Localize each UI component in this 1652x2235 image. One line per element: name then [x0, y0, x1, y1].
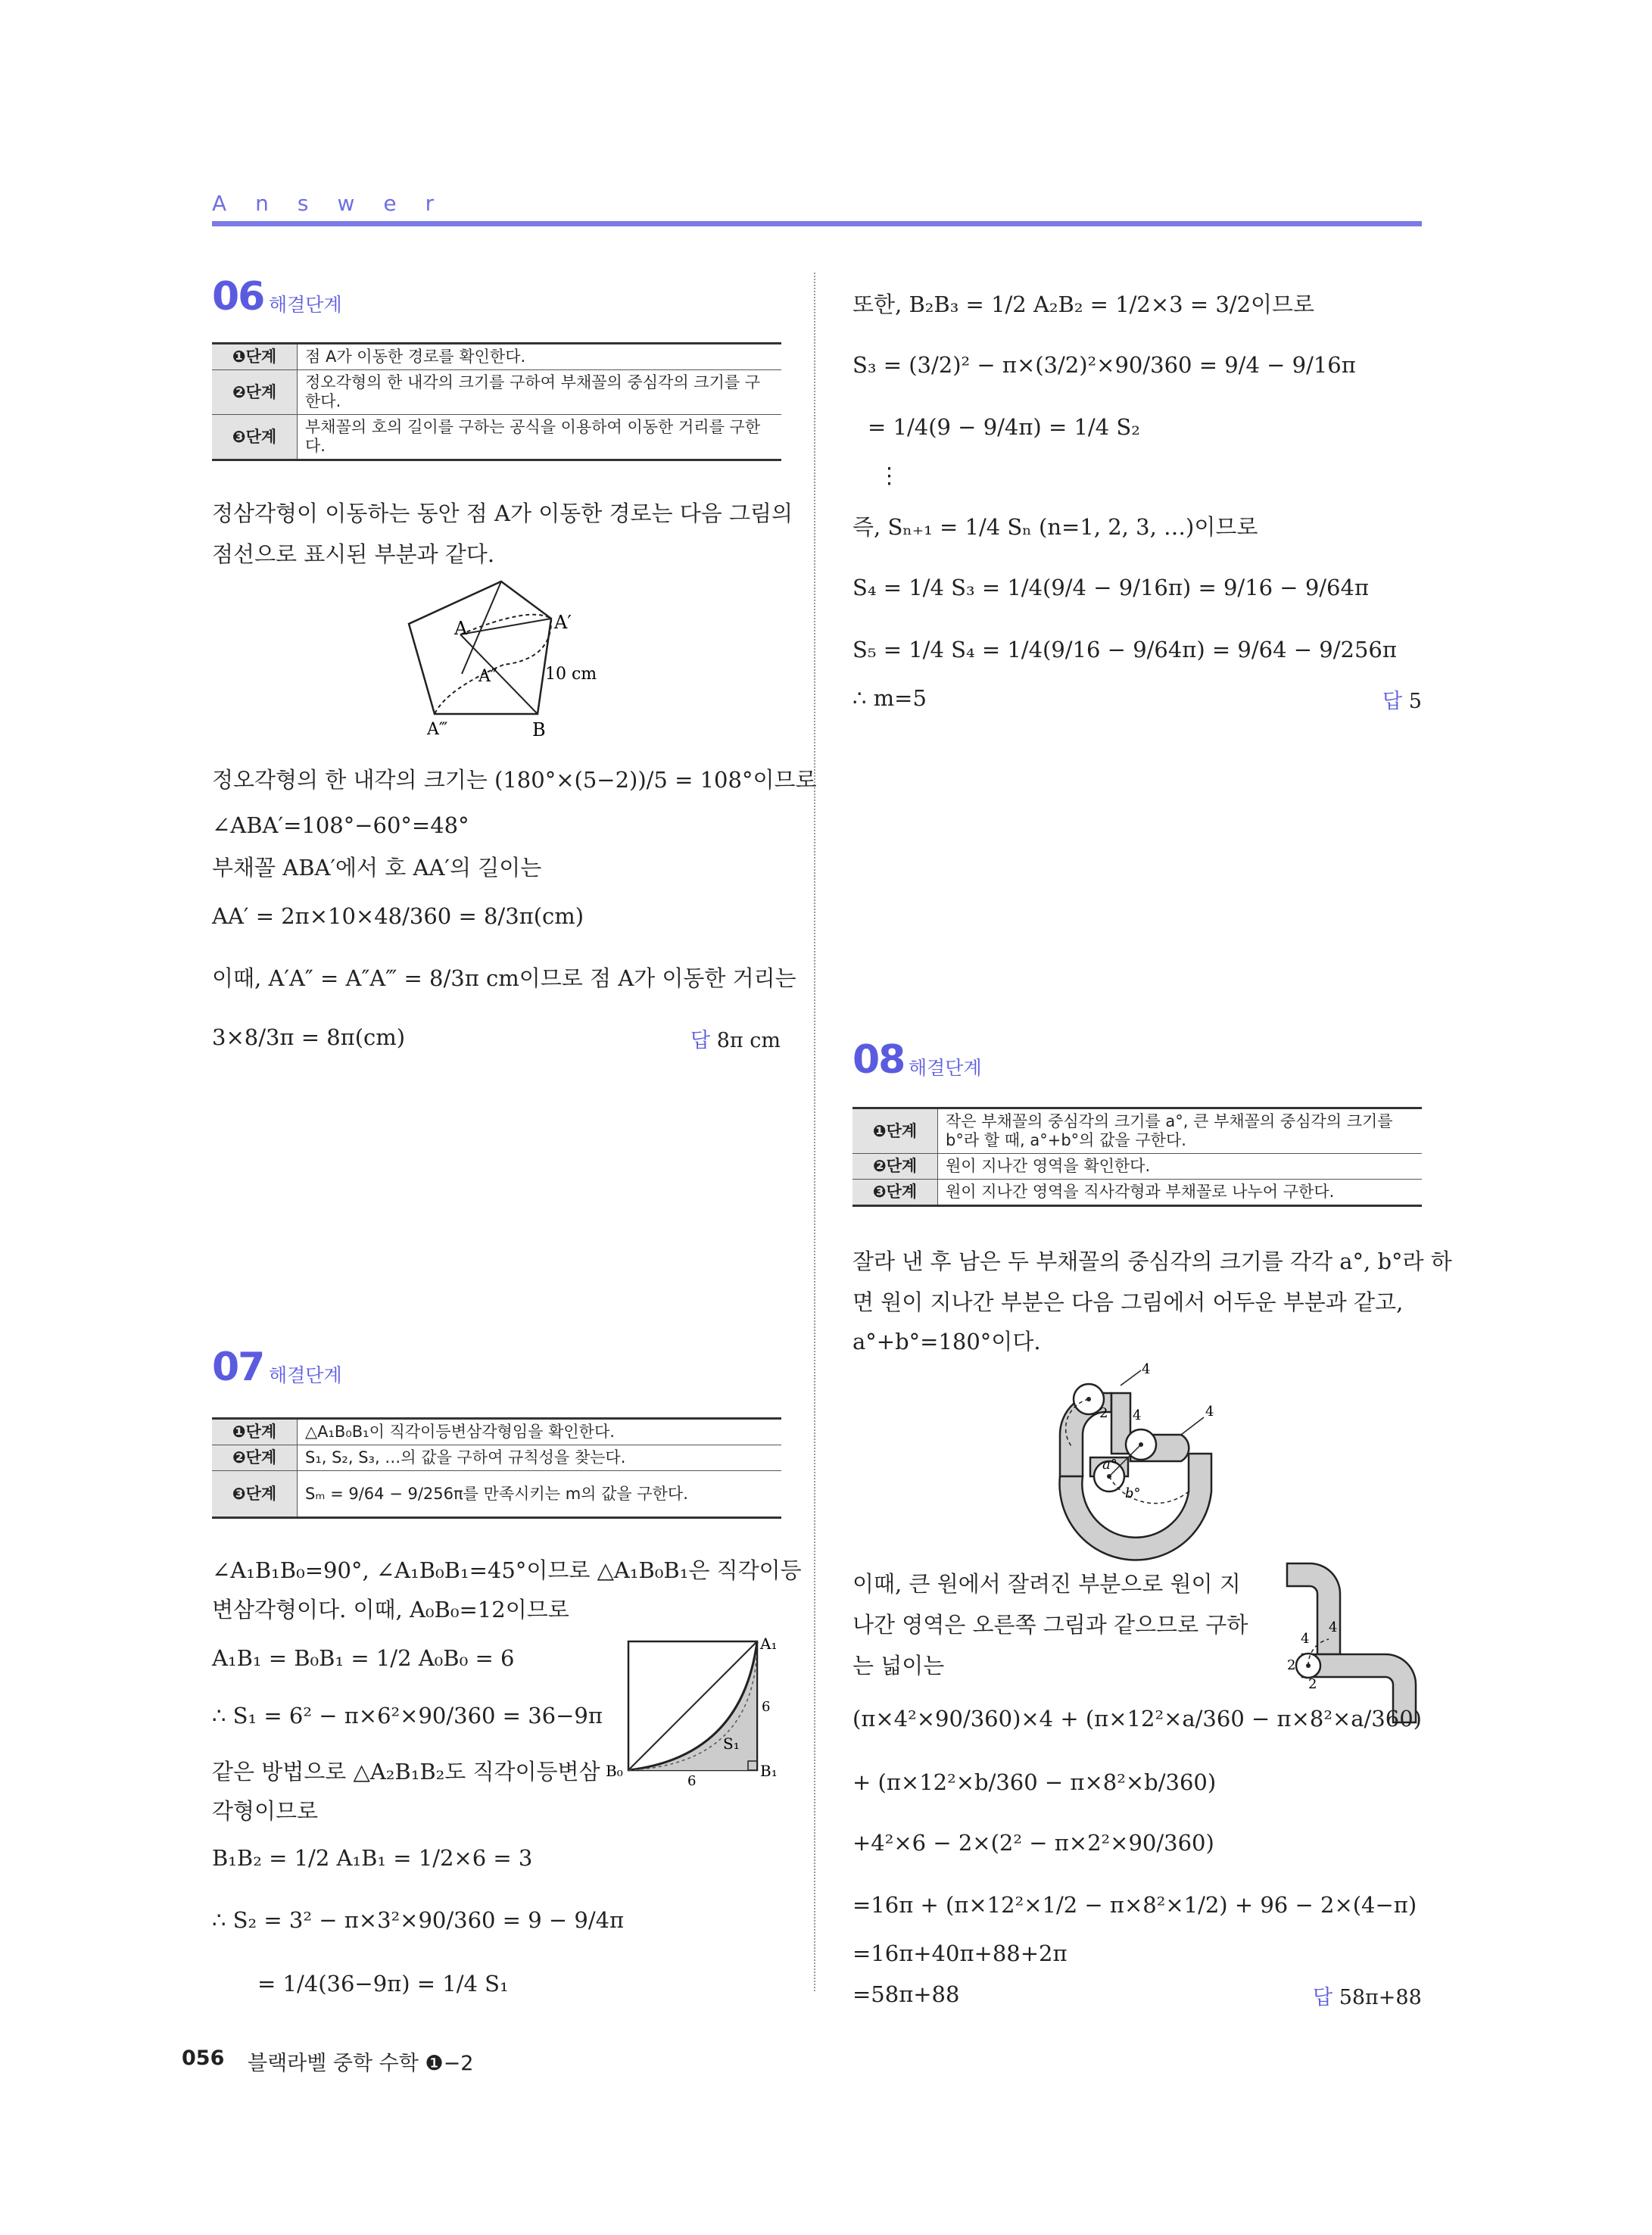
- s08-intro-2: 면 원이 지나간 부분은 다음 그림에서 어두운 부분과 같고,: [852, 1289, 1404, 1315]
- step-row: ❷단계 원이 지나간 영역을 확인한다.: [852, 1154, 1422, 1180]
- section-06-tag: 해결단계: [269, 294, 342, 316]
- s07-cont-1: 또한, B₂B₃ = 1/2 A₂B₂ = 1/2×3 = 3/2이므로: [852, 291, 1315, 317]
- s06-line-5: 이때, A′A″ = A″A‴ = 8/3π cm이므로 점 A가 이동한 거리는: [212, 965, 796, 991]
- section-08-steps-table: [852, 1107, 1422, 1207]
- label-a-double: A″: [478, 667, 497, 686]
- book-title: 블랙라벨 중학 수학 ❶−2: [248, 2052, 474, 2075]
- label-2-b: 2: [1308, 1676, 1317, 1692]
- label-b1: B₁: [760, 1762, 778, 1780]
- s08-line-2: + (π×12²×b/360 − π×8²×b/360): [852, 1769, 1217, 1795]
- section-07-steps-table: [212, 1417, 781, 1519]
- section-08-tag: 해결단계: [909, 1057, 982, 1079]
- answer-label: 답: [1313, 1986, 1333, 2009]
- header-title: Answer: [212, 191, 463, 216]
- label-b0: B₀: [606, 1762, 623, 1780]
- s07-cont-8: ∴ m=5: [852, 685, 927, 711]
- step-row: ❶단계 작은 부채꼴의 중심각의 크기를 a°, 큰 부채꼴의 중심각의 크기를 b°라 할 때, a°+b°의 값을 구한다.: [852, 1108, 1422, 1154]
- label-4-top: 4: [1142, 1363, 1151, 1377]
- s08-text-1: 이때, 큰 원에서 잘려진 부분으로 원이 지: [852, 1571, 1241, 1597]
- label-b-deg: b°: [1125, 1485, 1141, 1501]
- s07-cont-5: 즉, Sₙ₊₁ = 1/4 Sₙ (n=1, 2, 3, …)이므로: [852, 514, 1258, 540]
- label-length: 10 cm: [545, 665, 597, 684]
- label-b: B: [532, 719, 546, 740]
- s08-intro-3: a°+b°=180°이다.: [852, 1329, 1041, 1354]
- s07-cont-7: S₅ = 1/4 S₄ = 1/4(9/16 − 9/64π) = 9/64 − 9/256π: [852, 637, 1397, 662]
- s08-line-5: =16π+40π+88+2π: [852, 1940, 1068, 1966]
- section-06-steps-table: [212, 342, 781, 461]
- answer-value: 8π cm: [716, 1029, 781, 1052]
- step-row: ❶단계 △A₁B₀B₁이 직각이등변삼각형임을 확인한다.: [212, 1419, 781, 1445]
- s07-cont-3: = 1/4(9 − 9/4π) = 1/4 S₂: [868, 414, 1140, 440]
- page-number: 056: [182, 2046, 225, 2070]
- step-row: ❶단계 점 A가 이동한 경로를 확인한다.: [212, 344, 781, 370]
- label-a: A: [454, 618, 468, 639]
- s08-text-2: 나간 영역은 오른쪽 그림과 같으므로 구하: [852, 1612, 1248, 1638]
- label-2-a: 2: [1287, 1657, 1296, 1673]
- s06-intro-1: 정삼각형이 이동하는 동안 점 A가 이동한 경로는 다음 그림의: [212, 500, 793, 526]
- answer-value: 58π+88: [1339, 1986, 1422, 2009]
- answer-label: 답: [690, 1029, 711, 1052]
- s07-line-5: 같은 방법으로 △A₂B₁B₂도 직각이등변삼: [212, 1759, 600, 1785]
- label-side-6: 6: [762, 1699, 771, 1715]
- s06-line-3: 부채꼴 ABA′에서 호 AA′의 길이는: [212, 855, 542, 881]
- step-row: ❷단계 정오각형의 한 내각의 크기를 구하여 부채꼴의 중심각의 크기를 구한다.: [212, 370, 781, 415]
- s07-line-1: ∠A₁B₁B₀=90°, ∠A₁B₀B₁=45°이므로 △A₁B₀B₁은 직각이등: [212, 1557, 802, 1583]
- s08-line-4: =16π + (π×12²×1/2 − π×8²×1/2) + 96 − 2×(4−π): [852, 1892, 1417, 1918]
- s08-answer: [1313, 1981, 1422, 2010]
- s08-text-3: 는 넓이는: [852, 1653, 945, 1679]
- s08-line-3: +4²×6 − 2×(2² − π×2²×90/360): [852, 1830, 1214, 1856]
- square-figure: [606, 1635, 791, 1787]
- s07-answer: [1382, 684, 1422, 714]
- s07-line-9: = 1/4(36−9π) = 1/4 S₁: [257, 1971, 509, 1997]
- section-08-number: 08: [852, 1037, 905, 1083]
- s08-line-1: (π×4²×90/360)×4 + (π×12²×a/360 − π×8²×a/360): [852, 1706, 1422, 1732]
- label-4-right: 4: [1205, 1404, 1214, 1420]
- s07-line-7: B₁B₂ = 1/2 A₁B₁ = 1/2×6 = 3: [212, 1845, 533, 1871]
- step-row: ❸단계 원이 지나간 영역을 직사각형과 부채꼴로 나누어 구한다.: [852, 1180, 1422, 1206]
- label-4-a: 4: [1301, 1631, 1310, 1647]
- s07-cont-6: S₄ = 1/4 S₃ = 1/4(9/4 − 9/16π) = 9/16 − 9/64π: [852, 575, 1370, 600]
- header-rule: [212, 221, 1422, 226]
- section-07-tag: 해결단계: [269, 1364, 342, 1386]
- s06-line-2: ∠ABA′=108°−60°=48°: [212, 812, 469, 838]
- s07-line-8: ∴ S₂ = 3² − π×3²×90/360 = 9 − 9/4π: [212, 1907, 625, 1933]
- s08-line-6: =58π+88: [852, 1981, 960, 2007]
- s07-cont-4: ⋮: [878, 463, 900, 488]
- label-2: 2: [1099, 1405, 1108, 1421]
- s06-line-4: AA′ = 2π×10×48/360 = 8/3π(cm): [212, 903, 584, 929]
- s07-cont-2: S₃ = (3/2)² − π×(3/2)²×90/360 = 9/4 − 9/16π: [852, 352, 1356, 378]
- label-bottom-6: 6: [687, 1773, 697, 1787]
- circle-track-figure: [1030, 1363, 1249, 1575]
- section-07-number: 07: [212, 1345, 264, 1390]
- s06-line-6: 3×8/3π = 8π(cm): [212, 1024, 406, 1050]
- column-divider: [814, 273, 816, 1991]
- label-4-b: 4: [1329, 1619, 1338, 1635]
- pentagon-figure: [394, 575, 621, 746]
- s07-line-3: A₁B₁ = B₀B₁ = 1/2 A₀B₀ = 6: [212, 1645, 515, 1671]
- s06-line-1: 정오각형의 한 내각의 크기는 (180°×(5−2))/5 = 108°이므로: [212, 767, 817, 793]
- label-4-mid: 4: [1133, 1407, 1142, 1423]
- step-row: ❸단계 Sₘ = 9/64 − 9/256π를 만족시키는 m의 값을 구한다.: [212, 1471, 781, 1518]
- s06-intro-2: 점선으로 표시된 부분과 같다.: [212, 541, 495, 567]
- answer-label: 답: [1382, 690, 1403, 713]
- step-row: ❷단계 S₁, S₂, S₃, …의 값을 구하여 규칙성을 찾는다.: [212, 1445, 781, 1471]
- label-s1: S₁: [723, 1735, 740, 1753]
- answer-value: 5: [1408, 690, 1422, 713]
- label-a-triple: A‴: [427, 720, 448, 739]
- s08-intro-1: 잘라 낸 후 남은 두 부채꼴의 중심각의 크기를 각각 a°, b°라 하: [852, 1248, 1452, 1274]
- step-row: ❸단계 부채꼴의 호의 길이를 구하는 공식을 이용하여 이동한 거리를 구한다.: [212, 415, 781, 460]
- label-a1: A₁: [760, 1635, 778, 1653]
- s06-answer: [690, 1024, 781, 1053]
- s07-line-6: 각형이므로: [212, 1798, 319, 1824]
- section-06-number: 06: [212, 274, 264, 320]
- s07-line-2: 변삼각형이다. 이때, A₀B₀=12이므로: [212, 1597, 569, 1622]
- s07-line-4: ∴ S₁ = 6² − π×6²×90/360 = 36−9π: [212, 1703, 603, 1728]
- label-a-prime: A′: [554, 612, 572, 633]
- label-a-deg: a°: [1102, 1457, 1117, 1473]
